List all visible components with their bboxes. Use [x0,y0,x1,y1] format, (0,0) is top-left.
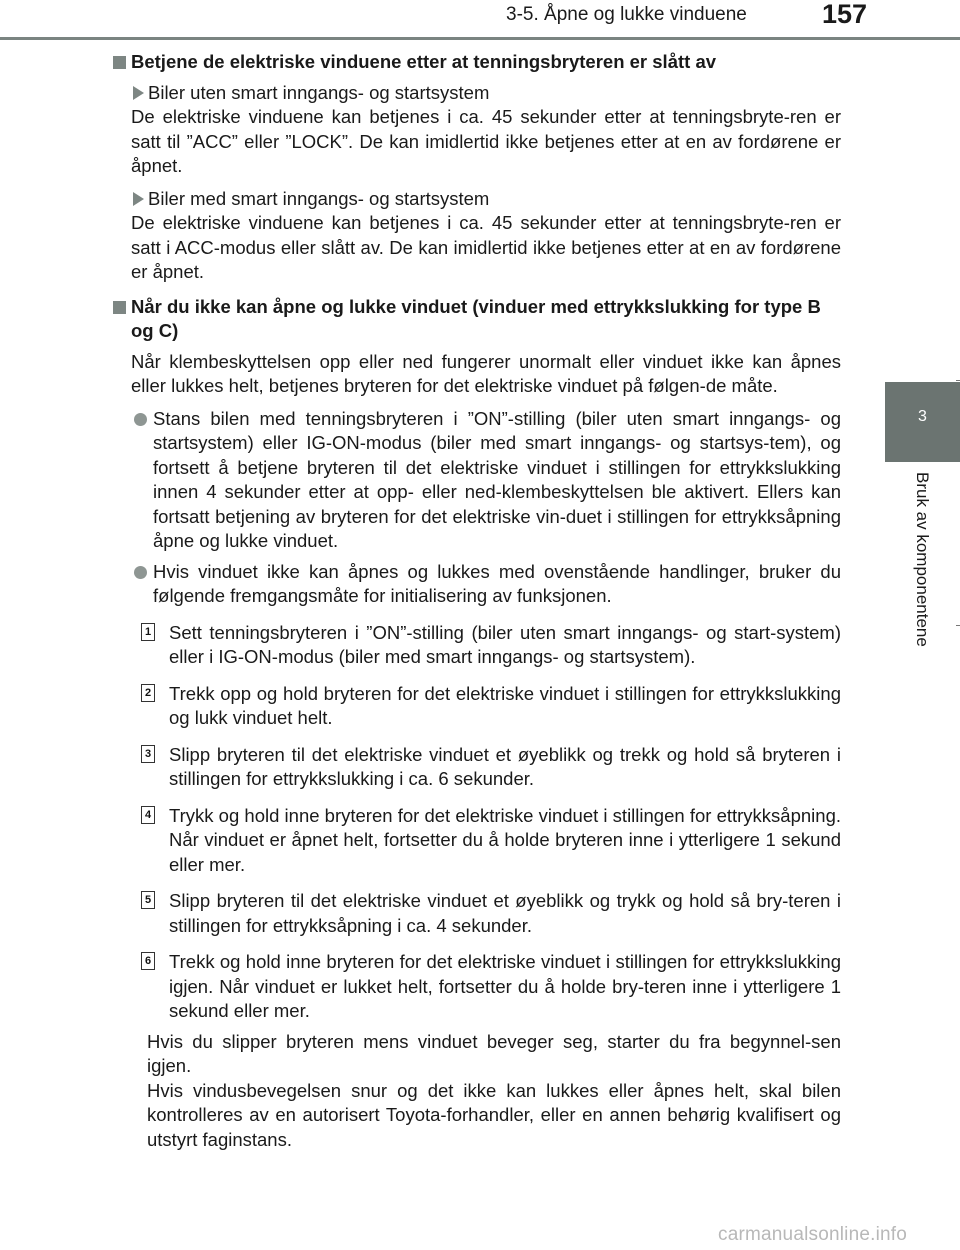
step-text: Trekk opp og hold bryteren for det elektriske vinduet i stillingen for ettrykkslukking og lukk vinduet helt. [169,682,841,728]
chapter-number-tab: 3 [885,382,960,462]
paragraph: De elektriske vinduene kan betjenes i ca. 45 sekunder etter at tenningsbryte-ren er satt i ACC-modus eller slått av. De kan imidlertid ikke betjenes etter at en av fordørene er åpnet. [131,212,841,282]
step-text: Slipp bryteren til det elektriske vinduet et øyeblikk og trykk og hold så bry-teren i stillingen for ettrykksåpning i ca. 4 sekunder. [169,890,841,936]
chapter-label: Bruk av komponentene [912,472,932,647]
note-paragraph: Hvis vindusbevegelsen snur og det ikke kan lukkes eller åpnes helt, skal bilen kontrolleres av en autorisert Toyota-forhandler, eller en annen behørig kvalifisert og utstyrt faginstans. [147,1079,841,1150]
section-heading [111,295,841,344]
bullet-item [111,560,841,609]
square-bullet-icon [113,301,126,314]
margin-tick [956,625,960,626]
section-heading [111,50,841,75]
step-item [111,804,841,878]
step-item [111,889,841,938]
step-item [111,743,841,792]
triangle-arrow-icon [133,192,144,206]
margin-tick [956,380,960,381]
bullet-text: Hvis vinduet ikke kan åpnes og lukkes med ovenstående handlinger, bruker du følgende fremgangsmåte for initialisering av funksjonen. [153,560,841,606]
step-text: Trekk og hold inne bryteren for det elektriske vinduet i stillingen for ettrykkslukking igjen. Når vinduet er lukket helt, fortsetter du å holde bry-teren inne i ytterligere 1 sekund eller mer. [169,951,841,1021]
page-content [111,50,841,1152]
note-paragraph: Hvis du slipper bryteren mens vinduet beveger seg, starter du fra begynnel-sen igjen. [147,1030,841,1076]
step-text: Trykk og hold inne bryteren for det elektriske vinduet i stillingen for ettrykksåpning. Når vinduet er åpnet helt, fortsetter du å holde bryteren inne i ytterligere 1 sekund eller mer. [169,804,841,875]
subsection-label-text: Biler med smart inngangs- og startsystem [148,187,490,209]
step-number-box: 6 [141,952,155,970]
heading-text: Når du ikke kan åpne og lukke vinduet (vinduer med ettrykkslukking for type B og C) [131,295,821,341]
header-divider [0,37,960,40]
step-number-box: 4 [141,806,155,824]
circle-bullet-icon [134,413,147,426]
circle-bullet-icon [134,566,147,579]
step-number-box: 3 [141,745,155,763]
bullet-item [111,407,841,554]
step-text: Slipp bryteren til det elektriske vinduet et øyeblikk og trekk og hold så bryteren i stillingen for ettrykkslukking i ca. 6 sekunder. [169,743,841,789]
step-item [111,621,841,670]
step-number-box: 5 [141,891,155,909]
step-text: Sett tenningsbryteren i ”ON”-stilling (biler uten smart inngangs- og start-system) eller i IG-ON-modus (biler med smart inngangs- og startsystem). [169,621,841,667]
step-item [111,950,841,1024]
step-number-box: 1 [141,623,155,641]
triangle-arrow-icon [133,86,144,100]
subsection-label [111,81,841,106]
step-number-box: 2 [141,684,155,702]
page-number: 157 [822,0,868,29]
chapter-label-tab [885,472,960,672]
section-title: 3-5. Åpne og lukke vinduene [506,4,747,25]
paragraph: De elektriske vinduene kan betjenes i ca. 45 sekunder etter at tenningsbryte-ren er satt til ”ACC” eller ”LOCK”. De kan imidlertid ikke betjenes etter at en av fordørene er åpnet. [131,106,841,176]
subsection-label-text: Biler uten smart inngangs- og startsystem [148,81,490,103]
subsection-label [111,187,841,212]
square-bullet-icon [113,56,126,69]
step-item [111,682,841,731]
bullet-text: Stans bilen med tenningsbryteren i ”ON”-stilling (biler uten smart inngangs- og startsystem) eller IG-ON-modus (biler med smart inngangs- og startsys-tem), og fortsett å betjene bryteren til det elektriske vinduet i stillingen for ettrykkslukking innen 4 sekunder etter at opp- eller ned-klembeskyttelsen ble aktivert. Ellers kan fortsatt betjening av bryteren for det elektriske vin-duet i stillingen for ettrykksåpning åpne og lukke vinduet. [153,407,841,551]
watermark: carmanualsonline.info [718,1224,908,1245]
paragraph: Når klembeskyttelsen opp eller ned fungerer unormalt eller vinduet ikke kan åpnes eller lukkes helt, betjenes bryteren for det elektriske vinduet på følgen-de måte. [131,350,841,396]
heading-text: Betjene de elektriske vinduene etter at tenningsbryteren er slått av [131,51,717,72]
